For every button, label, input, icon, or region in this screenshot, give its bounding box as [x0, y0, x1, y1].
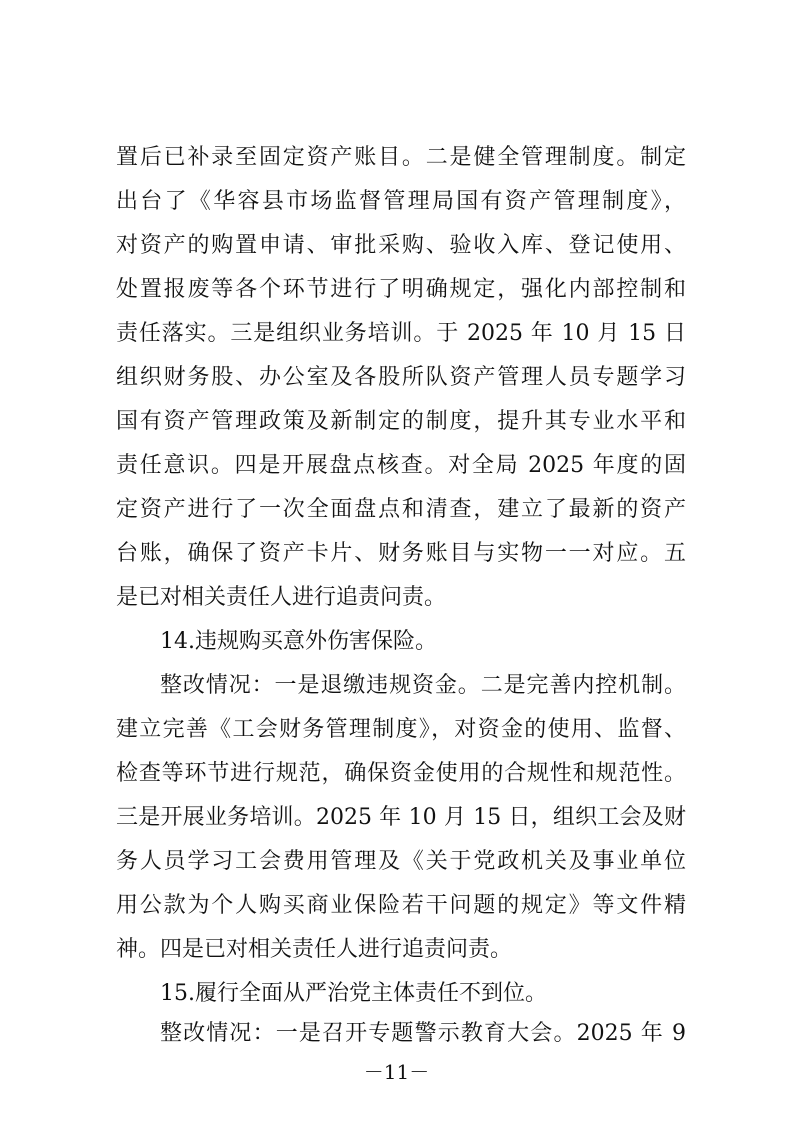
page-number: －11－ [363, 1060, 430, 1084]
body-text-line: 出台了《华容县市场监督管理局国有资产管理制度》， [116, 189, 686, 214]
body-text-line: 定资产进行了一次全面盘点和清查，建立了最新的资产 [116, 497, 686, 522]
body-text-line: 检查等环节进行规范，确保资金使用的合规性和规范性。 [116, 761, 686, 786]
body-text-line: 置后已补录至固定资产账目。二是健全管理制度。制定 [116, 145, 686, 170]
section-heading: 15.履行全面从严治党主体责任不到位。 [160, 981, 547, 1006]
body-text-line: 对资产的购置申请、审批采购、验收入库、登记使用、 [116, 233, 686, 258]
body-text-line: 整改情况：一是退缴违规资金。二是完善内控机制。 [160, 673, 686, 698]
body-text-line: 建立完善《工会财务管理制度》，对资金的使用、监督、 [116, 717, 686, 742]
body-text-line: 处置报废等各个环节进行了明确规定，强化内部控制和 [116, 277, 686, 302]
body-text-line: 责任落实。三是组织业务培训。于 2025 年 10 月 15 日 [116, 321, 686, 346]
body-text-line: 台账，确保了资产卡片、财务账目与实物一一对应。五 [116, 541, 686, 566]
body-text-line: 责任意识。四是开展盘点核查。对全局 2025 年度的固 [116, 453, 686, 478]
body-text-line: 三是开展业务培训。2025 年 10 月 15 日，组织工会及财 [116, 805, 686, 830]
body-text-line: 用公款为个人购买商业保险若干问题的规定》等文件精 [116, 893, 686, 918]
body-text-line: 神。四是已对相关责任人进行追责问责。 [116, 937, 513, 962]
body-text-line: 国有资产管理政策及新制定的制度，提升其专业水平和 [116, 409, 686, 434]
body-text-line: 务人员学习工会费用管理及《关于党政机关及事业单位 [116, 849, 686, 874]
body-text-line: 组织财务股、办公室及各股所队资产管理人员专题学习 [116, 365, 686, 390]
body-text-line: 是已对相关责任人进行追责问责。 [116, 585, 447, 610]
body-text-line: 整改情况：一是召开专题警示教育大会。2025 年 9 [160, 1021, 686, 1046]
section-heading: 14.违规购买意外伤害保险。 [160, 629, 437, 654]
